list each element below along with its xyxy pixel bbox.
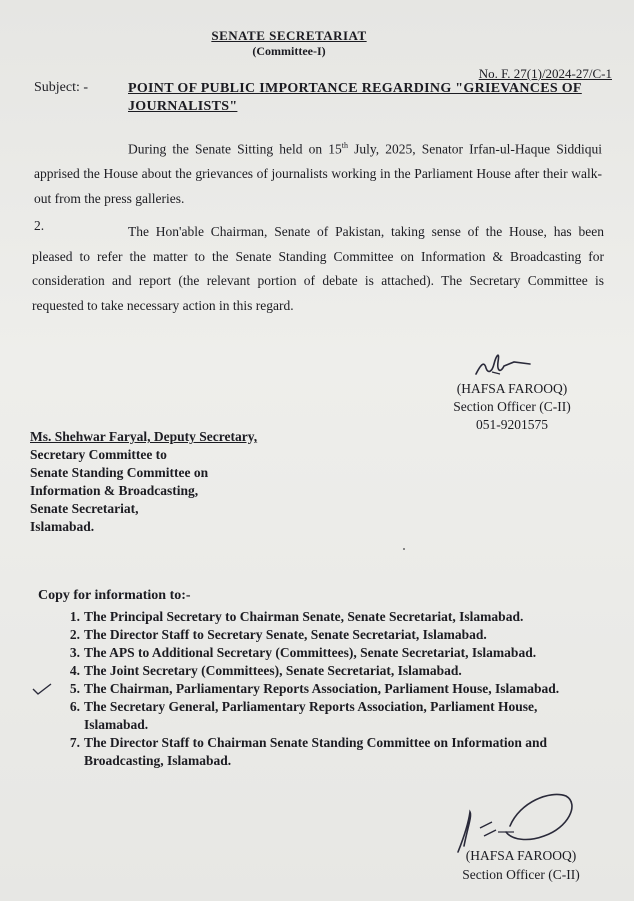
paragraph-1-rest: July, 2025, Senator Irfan-ul-Haque Siddiqui apprised the House about the grievances of journalists working in the Parliament House after their walk-out from the press galleries.: [34, 141, 602, 206]
list-item: [38, 626, 604, 644]
checkmark-icon: [32, 682, 52, 696]
signatory-phone: 051-9201575: [476, 417, 548, 432]
list-item-number: 6.: [69, 699, 80, 714]
list-item: [38, 680, 604, 698]
list-item-text: The Director Staff to Secretary Senate, Senate Secretariat, Islamabad.: [84, 627, 487, 642]
list-item: [38, 662, 604, 680]
section-heading: (Committee-I): [252, 44, 326, 58]
signatory-designation: Section Officer (C-II): [453, 399, 571, 414]
list-item-number: 5.: [69, 681, 80, 696]
list-item-number: 4.: [69, 663, 80, 678]
file-number: No. F. 27(1)/2024-27/C-1: [478, 66, 612, 81]
paragraph-2: The Hon'able Chairman, Senate of Pakistan, taking sense of the House, has been pleased to refer the matter to the Senate Standing Committee on Information & Broadcasting for consideration and report (the relevant portion of debate is attached). The Secretary Committee is requested to take necessary action in this regard.: [32, 224, 604, 313]
addressee-line: Senate Secretariat,: [30, 501, 139, 516]
signatory-name: (HAFSA FAROOQ): [456, 381, 568, 396]
list-item-text: The Principal Secretary to Chairman Senate, Senate Secretariat, Islamabad.: [84, 609, 524, 624]
signature-icon: [470, 344, 550, 384]
list-item-number: 2.: [69, 627, 80, 642]
list-item-text: The Secretary General, Parliamentary Reports Association, Parliament House, Islamabad.: [84, 699, 538, 732]
signatory-block-2: [446, 846, 596, 884]
copy-list: [38, 608, 604, 770]
paragraph-1-ordinal: th: [341, 141, 348, 150]
speck: [403, 548, 405, 550]
signatory-designation: Section Officer (C-II): [462, 867, 580, 882]
signatory-block: [428, 380, 596, 434]
addressee-line: Islamabad.: [30, 519, 95, 534]
addressee-line: Secretary Committee to: [30, 447, 167, 462]
list-item: [38, 608, 604, 626]
copy-heading: Copy for information to:-: [38, 588, 191, 603]
addressee-line: Senate Standing Committee on: [30, 465, 209, 480]
list-item-number: 7.: [69, 735, 80, 750]
addressee-line: Ms. Shehwar Faryal, Deputy Secretary,: [30, 429, 258, 444]
paragraph-1-start: During the Senate Sitting held on 15: [128, 141, 342, 157]
list-item-text: The Joint Secretary (Committees), Senate Secretariat, Islamabad.: [84, 663, 462, 678]
subject-label: Subject: -: [34, 80, 89, 95]
addressee-line: Information & Broadcasting,: [30, 483, 199, 498]
signatory-name: (HAFSA FAROOQ): [465, 848, 577, 863]
list-item-text: The Director Staff to Chairman Senate Standing Committee on Information and Broadcasting, Islamabad.: [84, 735, 547, 768]
addressee-block: [30, 428, 257, 536]
list-item: [38, 644, 604, 662]
paragraph-1: [34, 134, 602, 211]
list-item-number: 1.: [69, 609, 80, 624]
list-item: [38, 698, 604, 734]
list-item-number: 3.: [69, 645, 80, 660]
list-item-text: The Chairman, Parliamentary Reports Association, Parliament House, Islamabad.: [84, 681, 560, 696]
subject-text: POINT OF PUBLIC IMPORTANCE REGARDING "GRIEVANCES OF JOURNALISTS": [128, 81, 582, 114]
paragraph-2-number: 2.: [34, 218, 45, 233]
list-item: [38, 734, 604, 770]
list-item-text: The APS to Additional Secretary (Committees), Senate Secretariat, Islamabad.: [84, 645, 537, 660]
organization-heading: SENATE SECRETARIAT: [211, 28, 367, 43]
